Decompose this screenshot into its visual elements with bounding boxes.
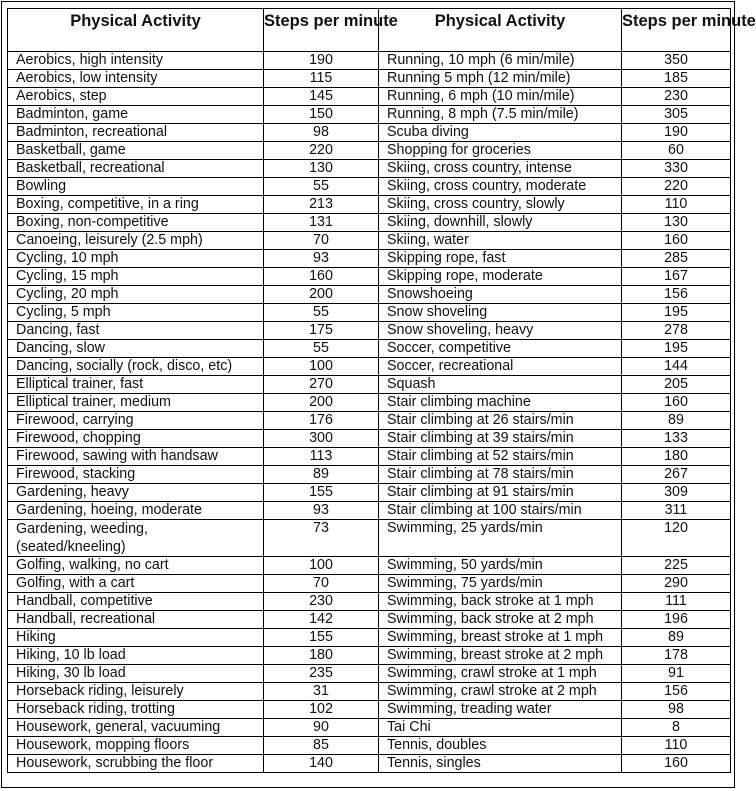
activity-cell-left: Golfing, walking, no cart [8,557,264,575]
activity-cell-left: Handball, recreational [8,611,264,629]
activity-cell-right: Stair climbing at 26 stairs/min [379,412,622,430]
activity-cell-left: Gardening, hoeing, moderate [8,502,264,520]
activity-cell-right: Running, 10 mph (6 min/mile) [379,52,622,70]
steps-cell-right: 144 [622,358,731,376]
steps-cell-left: 115 [264,70,379,88]
table-row [8,665,731,683]
steps-cell-right: 160 [622,755,731,773]
steps-cell-left: 213 [264,196,379,214]
activity-cell-right: Skipping rope, moderate [379,268,622,286]
steps-cell-right: 156 [622,286,731,304]
table-row [8,412,731,430]
steps-cell-left: 93 [264,502,379,520]
table-row [8,394,731,412]
activity-cell-left: Badminton, recreational [8,124,264,142]
table-row [8,737,731,755]
activity-cell-right: Tennis, singles [379,755,622,773]
table-row [8,647,731,665]
activity-cell-right: Skiing, downhill, slowly [379,214,622,232]
activity-cell-right: Shopping for groceries [379,142,622,160]
steps-cell-right: 305 [622,106,731,124]
steps-cell-right: 130 [622,214,731,232]
steps-cell-left: 200 [264,394,379,412]
activity-cell-left: Dancing, fast [8,322,264,340]
activity-cell-left: Housework, general, vacuuming [8,719,264,737]
activity-cell-right: Snow shoveling [379,304,622,322]
table-row [8,575,731,593]
steps-cell-right: 195 [622,340,731,358]
activity-cell-left: Golfing, with a cart [8,575,264,593]
steps-cell-left: 200 [264,286,379,304]
activity-cell-left: Aerobics, high intensity [8,52,264,70]
activity-cell-right: Swimming, treading water [379,701,622,719]
steps-cell-left: 142 [264,611,379,629]
steps-cell-left: 235 [264,665,379,683]
table-row [8,557,731,575]
activity-cell-right: Skipping rope, fast [379,250,622,268]
steps-cell-left: 102 [264,701,379,719]
steps-cell-left: 180 [264,647,379,665]
activity-cell-left: Firewood, stacking [8,466,264,484]
activity-cell-left: Elliptical trainer, medium [8,394,264,412]
activity-cell-right: Soccer, recreational [379,358,622,376]
steps-cell-left: 300 [264,430,379,448]
activity-cell-right: Swimming, back stroke at 2 mph [379,611,622,629]
steps-cell-right: 285 [622,250,731,268]
steps-cell-left: 176 [264,412,379,430]
activity-cell-left: Basketball, recreational [8,160,264,178]
steps-cell-right: 350 [622,52,731,70]
header-steps-right: Steps per minute [622,9,731,52]
activity-cell-left: Cycling, 5 mph [8,304,264,322]
steps-cell-right: 196 [622,611,731,629]
steps-cell-left: 55 [264,178,379,196]
steps-cell-left: 130 [264,160,379,178]
activity-cell-right: Stair climbing at 78 stairs/min [379,466,622,484]
activity-cell-left: Firewood, chopping [8,430,264,448]
activity-cell-right: Scuba diving [379,124,622,142]
activity-cell-right: Running, 6 mph (10 min/mile) [379,88,622,106]
activity-cell-left: Basketball, game [8,142,264,160]
table-row [8,304,731,322]
table-row [8,160,731,178]
steps-cell-right: 267 [622,466,731,484]
steps-cell-right: 330 [622,160,731,178]
steps-cell-right: 111 [622,593,731,611]
activity-cell-left: Dancing, socially (rock, disco, etc) [8,358,264,376]
activity-cell-left: Gardening, heavy [8,484,264,502]
steps-cell-left: 73 [264,520,379,557]
steps-cell-right: 120 [622,520,731,557]
activity-cell-right: Skiing, water [379,232,622,250]
steps-cell-right: 89 [622,412,731,430]
steps-cell-right: 8 [622,719,731,737]
activity-cell-right: Running, 8 mph (7.5 min/mile) [379,106,622,124]
table-row [8,755,731,773]
table-row [8,52,731,70]
table-row [8,358,731,376]
table-row [8,178,731,196]
steps-cell-left: 230 [264,593,379,611]
steps-per-minute-table [7,8,756,773]
activity-cell-left: Cycling, 20 mph [8,286,264,304]
activity-cell-left: Cycling, 10 mph [8,250,264,268]
activity-cell-left: Horseback riding, trotting [8,701,264,719]
steps-cell-left: 70 [264,575,379,593]
steps-cell-right: 278 [622,322,731,340]
steps-cell-left: 145 [264,88,379,106]
activity-cell-left: Canoeing, leisurely (2.5 mph) [8,232,264,250]
activity-cell-right: Stair climbing at 91 stairs/min [379,484,622,502]
activity-cell-right: Skiing, cross country, slowly [379,196,622,214]
steps-cell-left: 150 [264,106,379,124]
activity-cell-left: Horseback riding, leisurely [8,683,264,701]
steps-cell-right: 309 [622,484,731,502]
table-row [8,286,731,304]
table-row [8,268,731,286]
activity-cell-left: Bowling [8,178,264,196]
activity-cell-left: Badminton, game [8,106,264,124]
activity-cell-right: Squash [379,376,622,394]
activity-cell-right: Swimming, crawl stroke at 1 mph [379,665,622,683]
activity-cell-right: Stair climbing at 52 stairs/min [379,448,622,466]
table-row [8,593,731,611]
activity-cell-right: Snowshoeing [379,286,622,304]
steps-cell-right: 225 [622,557,731,575]
steps-cell-right: 230 [622,88,731,106]
steps-cell-right: 190 [622,124,731,142]
activity-cell-left: Housework, scrubbing the floor [8,755,264,773]
steps-cell-right: 160 [622,232,731,250]
header-row [8,9,731,52]
activity-cell-right: Soccer, competitive [379,340,622,358]
steps-cell-right: 91 [622,665,731,683]
header-steps-left: Steps per minute [264,9,379,52]
activity-cell-left: Aerobics, step [8,88,264,106]
steps-cell-right: 311 [622,502,731,520]
activity-cell-left: Boxing, competitive, in a ring [8,196,264,214]
activity-cell-left: Boxing, non-competitive [8,214,264,232]
table-row [8,719,731,737]
steps-cell-left: 55 [264,340,379,358]
activity-cell-right: Snow shoveling, heavy [379,322,622,340]
activity-cell-left: Hiking [8,629,264,647]
steps-cell-left: 90 [264,719,379,737]
table-row [8,142,731,160]
steps-cell-left: 160 [264,268,379,286]
activity-cell-left: Handball, competitive [8,593,264,611]
activity-cell-left: Gardening, weeding, (seated/kneeling) [8,520,264,557]
activity-cell-right: Stair climbing machine [379,394,622,412]
table-row [8,250,731,268]
steps-cell-left: 31 [264,683,379,701]
activity-cell-left: Firewood, sawing with handsaw [8,448,264,466]
header-activity-left: Physical Activity [8,9,264,52]
steps-cell-right: 167 [622,268,731,286]
table-row [8,124,731,142]
activity-cell-right: Stair climbing at 39 stairs/min [379,430,622,448]
steps-cell-left: 220 [264,142,379,160]
steps-cell-right: 89 [622,629,731,647]
table-row [8,520,731,557]
activity-cell-right: Tennis, doubles [379,737,622,755]
table-row [8,106,731,124]
activity-cell-left: Cycling, 15 mph [8,268,264,286]
table-row [8,611,731,629]
steps-cell-right: 110 [622,196,731,214]
steps-cell-left: 89 [264,466,379,484]
steps-cell-right: 220 [622,178,731,196]
steps-cell-right: 185 [622,70,731,88]
table-row [8,502,731,520]
table-row [8,214,731,232]
steps-cell-left: 140 [264,755,379,773]
table-row [8,70,731,88]
steps-cell-left: 190 [264,52,379,70]
table-row [8,629,731,647]
steps-cell-left: 113 [264,448,379,466]
table-row [8,322,731,340]
steps-cell-left: 131 [264,214,379,232]
steps-cell-left: 100 [264,557,379,575]
steps-cell-right: 98 [622,701,731,719]
activity-cell-right: Tai Chi [379,719,622,737]
steps-cell-left: 100 [264,358,379,376]
steps-cell-left: 85 [264,737,379,755]
steps-cell-right: 156 [622,683,731,701]
activity-cell-left: Housework, mopping floors [8,737,264,755]
steps-cell-right: 110 [622,737,731,755]
header-activity-right: Physical Activity [379,9,622,52]
table-row [8,683,731,701]
steps-cell-right: 195 [622,304,731,322]
activity-cell-right: Swimming, breast stroke at 1 mph [379,629,622,647]
table-row [8,376,731,394]
steps-cell-right: 60 [622,142,731,160]
activity-cell-left: Firewood, carrying [8,412,264,430]
activity-cell-right: Swimming, 75 yards/min [379,575,622,593]
activity-cell-right: Swimming, 50 yards/min [379,557,622,575]
table-row [8,232,731,250]
table-row [8,196,731,214]
steps-cell-left: 155 [264,484,379,502]
activity-cell-right: Swimming, back stroke at 1 mph [379,593,622,611]
table-row [8,430,731,448]
steps-cell-left: 70 [264,232,379,250]
steps-cell-left: 93 [264,250,379,268]
activity-cell-right: Skiing, cross country, moderate [379,178,622,196]
steps-cell-left: 270 [264,376,379,394]
activity-cell-right: Swimming, 25 yards/min [379,520,622,557]
steps-cell-left: 155 [264,629,379,647]
table-row [8,448,731,466]
activity-cell-left: Dancing, slow [8,340,264,358]
table-row [8,88,731,106]
activity-cell-right: Skiing, cross country, intense [379,160,622,178]
table-row [8,340,731,358]
activity-cell-left: Hiking, 10 lb load [8,647,264,665]
steps-cell-left: 55 [264,304,379,322]
table-row [8,701,731,719]
activity-cell-right: Stair climbing at 100 stairs/min [379,502,622,520]
activity-cell-right: Running 5 mph (12 min/mile) [379,70,622,88]
table-row [8,484,731,502]
steps-cell-right: 180 [622,448,731,466]
steps-cell-right: 160 [622,394,731,412]
steps-cell-left: 98 [264,124,379,142]
steps-cell-left: 175 [264,322,379,340]
steps-cell-right: 178 [622,647,731,665]
steps-cell-right: 290 [622,575,731,593]
activity-cell-right: Swimming, breast stroke at 2 mph [379,647,622,665]
activity-cell-left: Elliptical trainer, fast [8,376,264,394]
steps-cell-right: 133 [622,430,731,448]
activity-cell-left: Aerobics, low intensity [8,70,264,88]
steps-cell-right: 205 [622,376,731,394]
activity-cell-right: Swimming, crawl stroke at 2 mph [379,683,622,701]
table-row [8,466,731,484]
activity-cell-left: Hiking, 30 lb load [8,665,264,683]
